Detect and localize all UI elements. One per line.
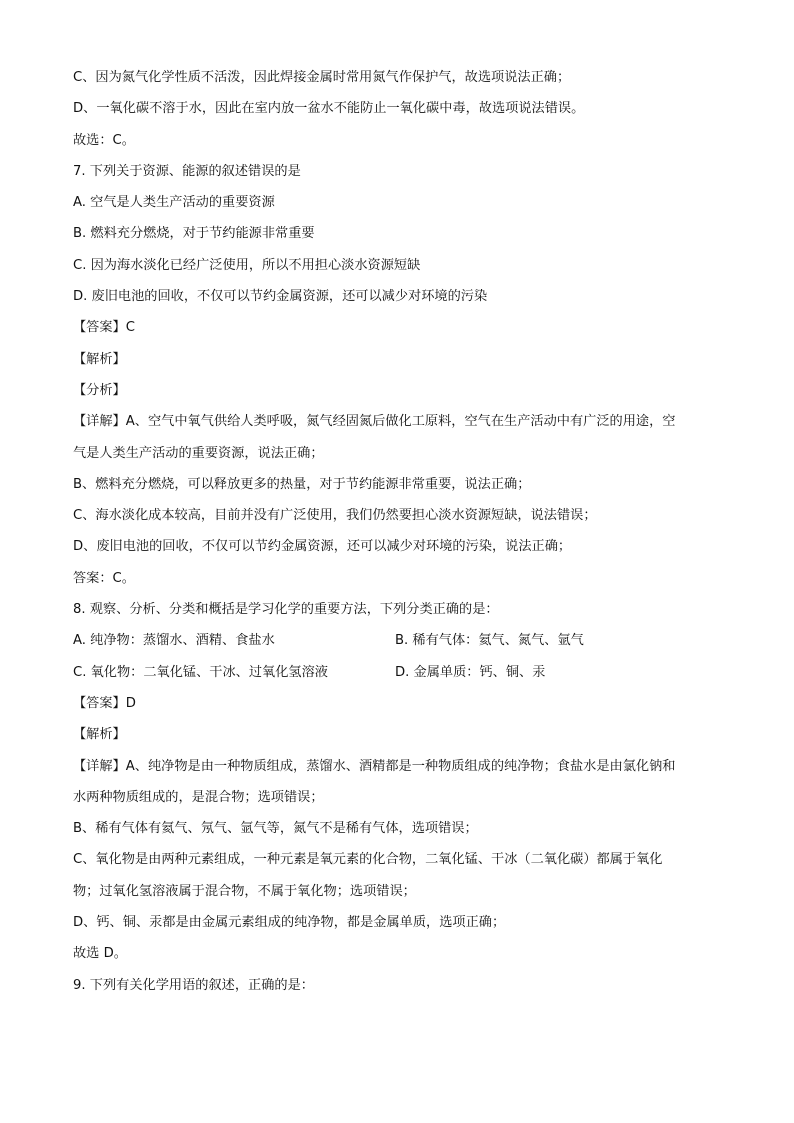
section-heading-analysis: 【解析】 (73, 351, 126, 367)
question-8-option-d: D. 金属单质：钙、铜、汞 (395, 664, 546, 680)
document-page (73, 62, 733, 1001)
text-line: 【详解】A、纯净物是由一种物质组成，蒸馏水、酒精都是一种物质组成的纯净物；食盐水是由氯化钠和 (73, 758, 676, 774)
question-7-option-a: A. 空气是人类生产活动的重要资源 (73, 195, 275, 211)
question-8-options-row (73, 657, 733, 688)
text-line: D、钙、铜、汞都是由金属元素组成的纯净物，都是金属单质，选项正确； (73, 915, 506, 931)
text-line: 故选 D。 (73, 946, 127, 962)
section-heading-analysis: 【解析】 (73, 727, 126, 743)
question-9-stem: 9. 下列有关化学用语的叙述，正确的是： (73, 977, 314, 993)
question-8-option-a: A. 纯净物：蒸馏水、酒精、食盐水 (73, 633, 275, 649)
section-heading-fenxi: 【分析】 (73, 382, 126, 398)
question-7-stem: 7. 下列关于资源、能源的叙述错误的是 (73, 163, 301, 179)
text-line: 【详解】A、空气中氧气供给人类呼吸，氮气经固氮后做化工原料，空气在生产活动中有广泛的用途，空 (73, 414, 676, 430)
text-line: B、稀有气体有氦气、氖气、氩气等，氮气不是稀有气体，选项错误； (73, 821, 478, 837)
question-7-answer: 【答案】C (73, 320, 135, 336)
text-line: B、燃料充分燃烧，可以释放更多的热量，对于节约能源非常重要，说法正确； (73, 476, 531, 492)
text-line: C、因为氮气化学性质不活泼，因此焊接金属时常用氮气作保护气，故选项说法正确； (73, 70, 571, 85)
question-7-option-d: D. 废旧电池的回收，不仅可以节约金属资源，还可以减少对环境的污染 (73, 289, 488, 305)
question-8-option-b: B. 稀有气体：氦气、氮气、氩气 (395, 633, 584, 649)
question-8-options-row (73, 625, 733, 656)
text-line: 水两种物质组成的，是混合物；选项错误； (73, 789, 324, 805)
text-line: 物；过氧化氢溶液属于混合物，不属于氧化物；选项错误； (73, 883, 416, 899)
text-line: 故选：C。 (73, 132, 135, 148)
text-line: C、氧化物是由两种元素组成，一种元素是氧元素的化合物，二氧化锰、干冰（二氧化碳）都属于氧化 (73, 852, 663, 868)
question-8-option-c: C. 氧化物：二氧化锰、干冰、过氧化氢溶液 (73, 664, 328, 680)
text-line: D、一氧化碳不溶于水，因此在室内放一盆水不能防止一氧化碳中毒，故选项说法错误。 (73, 101, 585, 117)
text-line: 答案：C。 (73, 570, 135, 586)
question-7-option-c: C. 因为海水淡化已经广泛使用，所以不用担心淡水资源短缺 (73, 257, 421, 273)
question-8-stem: 8. 观察、分析、分类和概括是学习化学的重要方法，下列分类正确的是： (73, 602, 499, 618)
text-line: 气是人类生产活动的重要资源，说法正确； (73, 445, 324, 461)
text-line: C、海水淡化成本较高，目前并没有广泛使用，我们仍然要担心淡水资源短缺，说法错误； (73, 508, 597, 524)
question-7-option-b: B. 燃料充分燃烧，对于节约能源非常重要 (73, 226, 315, 242)
question-8-answer: 【答案】D (73, 695, 136, 711)
text-line: D、废旧电池的回收，不仅可以节约金属资源，还可以减少对环境的污染，说法正确； (73, 539, 572, 555)
